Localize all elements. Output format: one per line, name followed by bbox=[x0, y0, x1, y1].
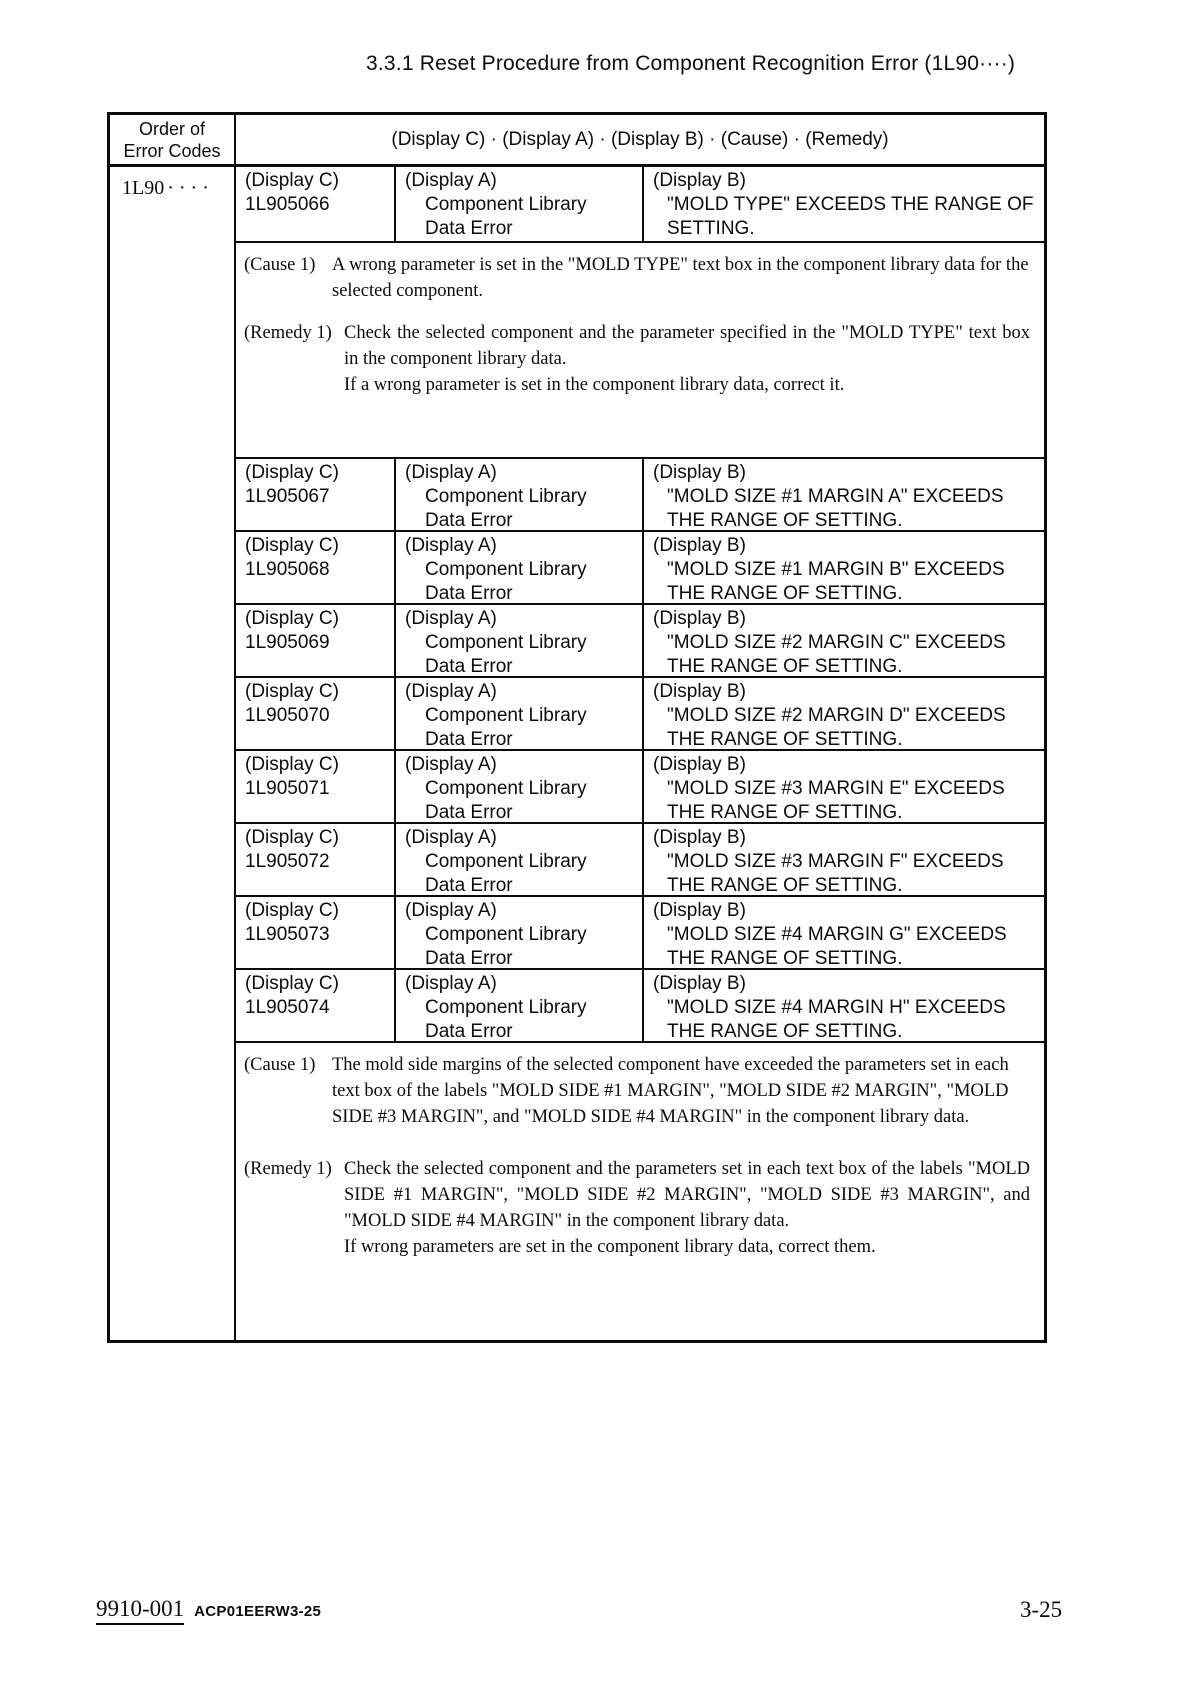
display-a-text-line2: Data Error bbox=[425, 729, 513, 749]
display-c-label: (Display C) bbox=[245, 608, 339, 629]
table-row bbox=[236, 167, 1044, 243]
cause-clause bbox=[244, 1052, 1030, 1130]
display-b-label: (Display B) bbox=[653, 535, 746, 556]
error-message-line2: THE RANGE OF SETTING. bbox=[667, 802, 903, 822]
remedy-label: (Remedy 1) bbox=[244, 1159, 332, 1179]
display-b-cell bbox=[644, 605, 1044, 676]
display-a-label: (Display A) bbox=[405, 681, 497, 702]
table-row bbox=[236, 532, 1044, 605]
display-b-cell bbox=[644, 751, 1044, 822]
display-c-label: (Display C) bbox=[245, 827, 339, 848]
error-code: 1L905072 bbox=[245, 851, 330, 872]
display-b-label: (Display B) bbox=[653, 608, 746, 629]
error-code: 1L905074 bbox=[245, 997, 330, 1018]
error-message-line1: "MOLD SIZE #1 MARGIN A" EXCEEDS bbox=[667, 486, 1004, 507]
display-b-label: (Display B) bbox=[653, 973, 746, 994]
display-a-label: (Display A) bbox=[405, 462, 497, 483]
error-message-line1: "MOLD SIZE #4 MARGIN H" EXCEEDS bbox=[667, 997, 1006, 1018]
display-a-label: (Display A) bbox=[405, 608, 497, 629]
display-a-text-line1: Component Library bbox=[425, 705, 587, 726]
display-c-cell bbox=[236, 532, 396, 603]
error-code: 1L905070 bbox=[245, 705, 330, 726]
display-c-label: (Display C) bbox=[245, 535, 339, 556]
display-b-cell bbox=[644, 532, 1044, 603]
error-code: 1L905071 bbox=[245, 778, 330, 799]
display-b-cell bbox=[644, 970, 1044, 1041]
page-title: 3.3.1 Reset Procedure from Component Recognition Error (1L90····) bbox=[366, 52, 1016, 75]
header-col1-line2: Error Codes bbox=[123, 140, 221, 161]
cause-text: The mold side margins of the selected component have exceeded the parameters set in each text box of the labels "MOLD SIDE #1 MARGIN", "MOLD SIDE #2 MARGIN", "MOLD SIDE #3 MARGIN", and "MOLD SIDE #4 MARGIN" in the component library data. bbox=[332, 1055, 1009, 1127]
error-message-line1: "MOLD SIZE #3 MARGIN F" EXCEEDS bbox=[667, 851, 1004, 872]
display-a-label: (Display A) bbox=[405, 827, 497, 848]
table-row bbox=[236, 751, 1044, 824]
display-a-cell bbox=[396, 970, 644, 1041]
display-a-text-line1: Component Library bbox=[425, 851, 587, 872]
display-a-label: (Display A) bbox=[405, 170, 497, 191]
table-header-row bbox=[110, 115, 1044, 167]
error-code: 1L905073 bbox=[245, 924, 330, 945]
table-row bbox=[236, 824, 1044, 897]
table-row bbox=[236, 459, 1044, 532]
display-c-cell bbox=[236, 605, 396, 676]
header-col1-line1: Order of bbox=[138, 118, 206, 139]
display-c-cell bbox=[236, 824, 396, 895]
header-columns-legend: (Display C) · (Display A) · (Display B) · (Cause) · (Remedy) bbox=[391, 128, 889, 150]
display-c-label: (Display C) bbox=[245, 170, 339, 191]
error-message-line1: "MOLD SIZE #1 MARGIN B" EXCEEDS bbox=[667, 559, 1005, 580]
error-code-table bbox=[107, 112, 1047, 1343]
table-body bbox=[110, 167, 1044, 1340]
display-a-text-line2: Data Error bbox=[425, 875, 513, 895]
cause-remedy-block-2 bbox=[236, 1043, 1044, 1340]
table-row bbox=[236, 678, 1044, 751]
display-a-text-line1: Component Library bbox=[425, 632, 587, 653]
error-code-group-dots: ···· bbox=[167, 177, 214, 199]
display-c-cell bbox=[236, 167, 396, 241]
error-message-line1: "MOLD TYPE" EXCEEDS THE RANGE OF bbox=[667, 194, 1034, 215]
display-a-text-line2: Data Error bbox=[425, 510, 513, 530]
display-a-text-line1: Component Library bbox=[425, 559, 587, 580]
display-a-text-line1: Component Library bbox=[425, 194, 587, 215]
display-c-cell bbox=[236, 459, 396, 530]
error-code: 1L905068 bbox=[245, 559, 330, 580]
remedy-text-1: Check the selected component and the parameter specified in the "MOLD TYPE" text box in the component library data. bbox=[344, 323, 1030, 369]
footer-left bbox=[96, 1596, 321, 1625]
display-a-label: (Display A) bbox=[405, 535, 497, 556]
display-a-cell bbox=[396, 532, 644, 603]
display-b-cell bbox=[644, 167, 1044, 241]
display-a-cell bbox=[396, 167, 644, 241]
display-a-text-line1: Component Library bbox=[425, 486, 587, 507]
cause-label: (Cause 1) bbox=[244, 255, 316, 275]
display-a-text-line1: Component Library bbox=[425, 924, 587, 945]
display-b-label: (Display B) bbox=[653, 827, 746, 848]
error-code: 1L905069 bbox=[245, 632, 330, 653]
error-code-group-cell bbox=[110, 167, 236, 1340]
header-order-of-error-codes bbox=[110, 115, 236, 164]
error-message-line2: THE RANGE OF SETTING. bbox=[667, 656, 903, 676]
error-code: 1L905067 bbox=[245, 486, 330, 507]
display-c-cell bbox=[236, 751, 396, 822]
table-row bbox=[236, 605, 1044, 678]
display-b-cell bbox=[644, 459, 1044, 530]
display-a-text-line2: Data Error bbox=[425, 1021, 513, 1041]
display-c-label: (Display C) bbox=[245, 754, 339, 775]
display-a-cell bbox=[396, 605, 644, 676]
display-a-text-line2: Data Error bbox=[425, 218, 513, 239]
remedy-text-1: Check the selected component and the parameters set in each text box of the labels "MOLD SIDE #1 MARGIN", "MOLD SIDE #2 MARGIN", "MOLD SIDE #3 MARGIN", and "MOLD SIDE #4 MARGIN" in the component library data. bbox=[344, 1159, 1030, 1231]
error-code: 1L905066 bbox=[245, 194, 330, 215]
display-c-cell bbox=[236, 970, 396, 1041]
display-b-label: (Display B) bbox=[653, 462, 746, 483]
display-a-cell bbox=[396, 459, 644, 530]
error-message-line1: "MOLD SIZE #2 MARGIN C" EXCEEDS bbox=[667, 632, 1006, 653]
error-rows-column bbox=[236, 167, 1044, 1340]
remedy-text-2: If wrong parameters are set in the component library data, correct them. bbox=[344, 1237, 876, 1257]
display-c-cell bbox=[236, 678, 396, 749]
error-message-line2: THE RANGE OF SETTING. bbox=[667, 948, 903, 968]
error-message-line2: SETTING. bbox=[667, 218, 755, 239]
display-a-label: (Display A) bbox=[405, 973, 497, 994]
cause-text: A wrong parameter is set in the "MOLD TYPE" text box in the component library data for the selected component. bbox=[332, 255, 1029, 301]
display-a-text-line1: Component Library bbox=[425, 778, 587, 799]
page-number: 3-25 bbox=[1020, 1597, 1063, 1622]
display-a-cell bbox=[396, 897, 644, 968]
cause-label: (Cause 1) bbox=[244, 1055, 316, 1075]
error-message-line1: "MOLD SIZE #2 MARGIN D" EXCEEDS bbox=[667, 705, 1006, 726]
display-a-cell bbox=[396, 751, 644, 822]
display-b-label: (Display B) bbox=[653, 170, 746, 191]
error-message-line2: THE RANGE OF SETTING. bbox=[667, 875, 903, 895]
cause-remedy-block-1 bbox=[236, 243, 1044, 459]
display-c-label: (Display C) bbox=[245, 900, 339, 921]
display-b-label: (Display B) bbox=[653, 681, 746, 702]
remedy-label: (Remedy 1) bbox=[244, 323, 332, 343]
remedy-clause bbox=[244, 1156, 1030, 1260]
doc-number: 9910-001 bbox=[96, 1596, 184, 1625]
display-c-label: (Display C) bbox=[245, 973, 339, 994]
display-a-label: (Display A) bbox=[405, 900, 497, 921]
display-a-text-line2: Data Error bbox=[425, 583, 513, 603]
display-b-cell bbox=[644, 897, 1044, 968]
remedy-text-2: If a wrong parameter is set in the component library data, correct it. bbox=[344, 375, 845, 395]
error-message-line2: THE RANGE OF SETTING. bbox=[667, 729, 903, 749]
error-message-line2: THE RANGE OF SETTING. bbox=[667, 1021, 903, 1041]
error-message-line2: THE RANGE OF SETTING. bbox=[667, 510, 903, 530]
display-a-text-line2: Data Error bbox=[425, 656, 513, 676]
display-a-cell bbox=[396, 678, 644, 749]
display-b-cell bbox=[644, 824, 1044, 895]
cause-clause bbox=[244, 252, 1030, 304]
error-message-line1: "MOLD SIZE #3 MARGIN E" EXCEEDS bbox=[667, 778, 1005, 799]
error-message-line1: "MOLD SIZE #4 MARGIN G" EXCEEDS bbox=[667, 924, 1007, 945]
display-c-label: (Display C) bbox=[245, 462, 339, 483]
display-b-label: (Display B) bbox=[653, 754, 746, 775]
doc-code: ACP01EERW3-25 bbox=[194, 1603, 322, 1620]
display-c-label: (Display C) bbox=[245, 681, 339, 702]
display-a-text-line1: Component Library bbox=[425, 997, 587, 1018]
display-b-label: (Display B) bbox=[653, 900, 746, 921]
display-a-cell bbox=[396, 824, 644, 895]
error-message-line2: THE RANGE OF SETTING. bbox=[667, 583, 903, 603]
table-row bbox=[236, 897, 1044, 970]
remedy-clause bbox=[244, 320, 1030, 398]
display-a-text-line2: Data Error bbox=[425, 948, 513, 968]
display-c-cell bbox=[236, 897, 396, 968]
display-a-label: (Display A) bbox=[405, 754, 497, 775]
display-b-cell bbox=[644, 678, 1044, 749]
error-code-group: 1L90 bbox=[122, 177, 165, 199]
display-a-text-line2: Data Error bbox=[425, 802, 513, 822]
table-row bbox=[236, 970, 1044, 1043]
